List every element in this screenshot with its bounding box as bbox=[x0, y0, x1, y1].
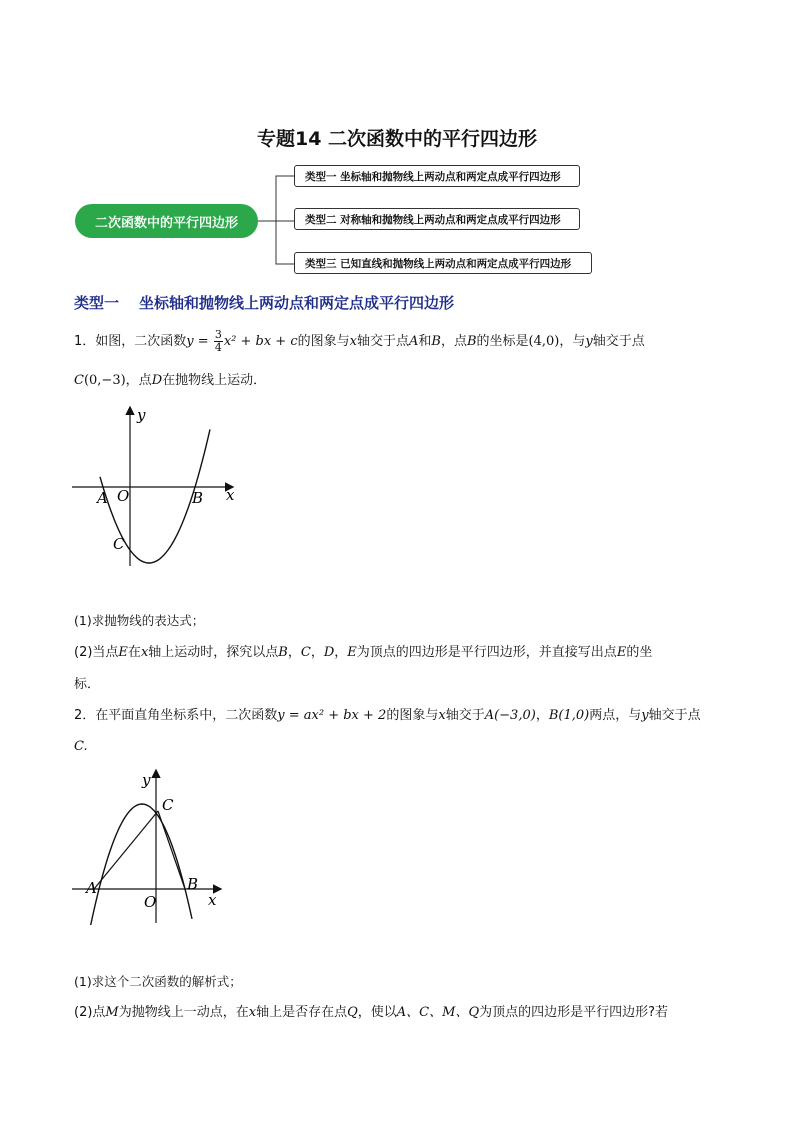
fig1-label-A: A bbox=[97, 489, 108, 507]
fig2-label-x: x bbox=[208, 891, 217, 909]
fig2-label-C: C bbox=[162, 796, 174, 814]
q1-sub2-line2: 标． bbox=[74, 677, 101, 692]
q1-line1: 1．如图，二次函数y = $\frac{3}{4}$ x² + bx + c的图象与x轴交于点A和B，点B的坐标是(4,0)，与y轴交于点 bbox=[74, 328, 645, 354]
mindmap-connectors bbox=[0, 0, 794, 290]
mindmap-root: 二次函数中的平行四边形 bbox=[75, 204, 258, 238]
fig1-label-B: B bbox=[192, 489, 204, 507]
q2-figure bbox=[62, 765, 237, 925]
fig2-label-A: A bbox=[86, 879, 97, 897]
q2-line2: C. bbox=[74, 739, 88, 754]
fig1-label-x: x bbox=[226, 486, 235, 504]
mindmap-branch-2: 类型二 对称轴和抛物线上两动点和两定点成平行四边形 bbox=[294, 208, 580, 230]
q1-sub2-line1: (2)当点E在x轴上运动时，探究以点B，C，D，E为顶点的四边形是平行四边形，并直接写出点E的坐 bbox=[74, 645, 653, 660]
section-title: 坐标轴和抛物线上两动点和两定点成平行四边形 bbox=[139, 294, 455, 312]
q1-line2: C(0,−3)，点D在抛物线上运动． bbox=[74, 373, 267, 388]
fig2-label-y: y bbox=[142, 771, 151, 789]
mindmap-branch-3: 类型三 已知直线和抛物线上两动点和两定点成平行四边形 bbox=[294, 252, 592, 274]
fig2-label-B: B bbox=[187, 875, 199, 893]
fig1-label-C: C bbox=[113, 535, 125, 553]
section-type: 类型一 bbox=[74, 294, 120, 312]
q2-sub2: (2)点M为抛物线上一动点，在x轴上是否存在点Q，使以A、C、M、Q为顶点的四边形是平行四边形?若 bbox=[74, 1005, 669, 1020]
fig2-label-O: O bbox=[144, 893, 157, 911]
mindmap-branch-1: 类型一 坐标轴和抛物线上两动点和两定点成平行四边形 bbox=[294, 165, 580, 187]
q1-figure bbox=[60, 400, 250, 580]
section-heading bbox=[74, 292, 454, 313]
q1-sub1: (1)求抛物线的表达式； bbox=[74, 613, 205, 628]
page-title: 专题14 二次函数中的平行四边形 bbox=[256, 128, 538, 150]
fraction: $\frac{3}{4}$ bbox=[214, 328, 222, 354]
segment-AC bbox=[94, 811, 158, 889]
fig1-label-y: y bbox=[137, 406, 146, 424]
q2-line1: 2．在平面直角坐标系中，二次函数y = ax² + bx + 2的图象与x轴交于A(−3,0)，B(1,0)两点，与y轴交于点 bbox=[74, 708, 701, 723]
fig1-label-O: O bbox=[117, 487, 130, 505]
q2-sub1: (1)求这个二次函数的解析式； bbox=[74, 974, 242, 989]
segment-CB bbox=[158, 811, 185, 889]
